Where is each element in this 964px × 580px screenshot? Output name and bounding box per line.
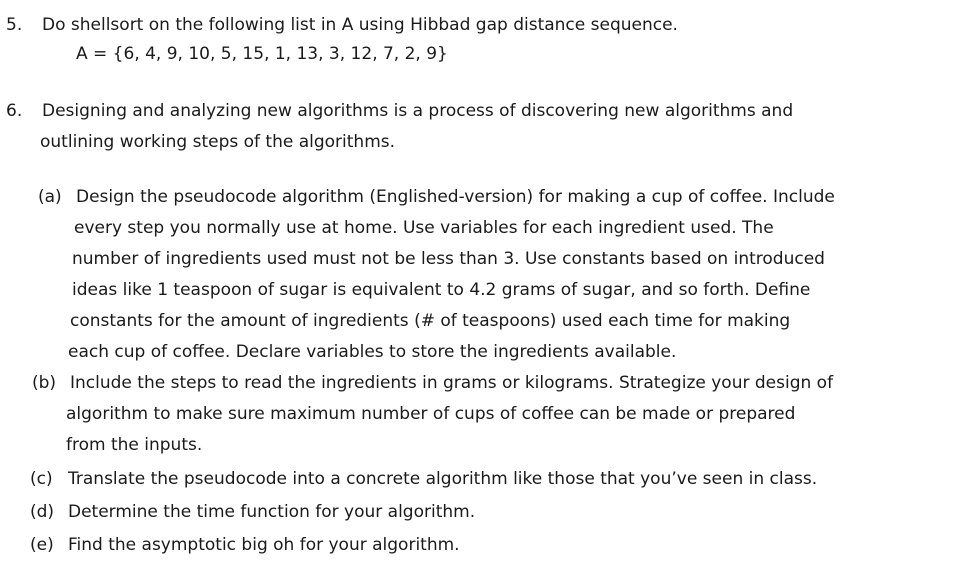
part-a-line: every step you normally use at home. Use variables for each ingredient used. The <box>74 218 774 238</box>
part-b-line: from the inputs. <box>66 435 203 455</box>
part-a-line: Design the pseudocode algorithm (Englished-version) for making a cup of coffee. Include <box>76 187 835 207</box>
array-definition: A = {6, 4, 9, 10, 5, 15, 1, 13, 3, 12, 7, 2, 9} <box>76 44 448 64</box>
part-e-line: Find the asymptotic big oh for your algorithm. <box>68 535 460 555</box>
part-d-line: Determine the time function for your algorithm. <box>68 502 476 522</box>
part-a-line: each cup of coffee. Declare variables to store the ingredients available. <box>68 342 677 362</box>
part-a-line: ideas like 1 teaspoon of sugar is equivalent to 4.2 grams of sugar, and so forth. Define <box>72 280 811 300</box>
question-text-line: Designing and analyzing new algorithms is a process of discovering new algorithms and <box>42 101 794 121</box>
question-text-line: Do shellsort on the following list in A using Hibbad gap distance sequence. <box>42 15 678 35</box>
part-label-d: (d) <box>30 502 55 522</box>
part-label-e: (e) <box>30 535 54 555</box>
part-a-line: constants for the amount of ingredients (# of teaspoons) used each time for making <box>70 311 791 331</box>
part-a-line: number of ingredients used must not be less than 3. Use constants based on introduced <box>72 249 825 269</box>
part-label-c: (c) <box>30 469 53 489</box>
part-c-line: Translate the pseudocode into a concrete algorithm like those that you’ve seen in class. <box>68 469 818 489</box>
question-number: 5. <box>6 15 23 35</box>
question-number: 6. <box>6 101 23 121</box>
part-b-line: Include the steps to read the ingredients in grams or kilograms. Strategize your design of <box>70 373 834 393</box>
part-label-b: (b) <box>32 373 57 393</box>
part-b-line: algorithm to make sure maximum number of cups of coffee can be made or prepared <box>66 404 796 424</box>
question-text-line: outlining working steps of the algorithms. <box>40 132 396 152</box>
part-label-a: (a) <box>38 187 62 207</box>
